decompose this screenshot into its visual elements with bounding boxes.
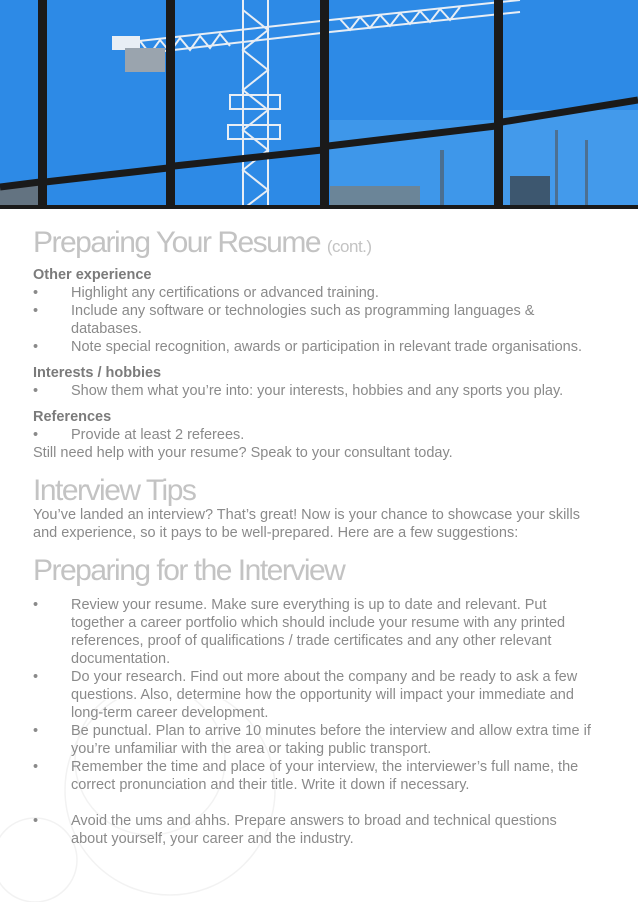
list-item: • Include any software or technologies such as programming languages & databases. [33,303,535,337]
construction-crane-illustration [0,0,638,209]
list-item: • Remember the time and place of your interview, the interviewer’s full name, the correct pronunciation and their title. Write it down if necessary. [33,759,579,793]
list-item: • Show them what you’re into: your interests, hobbies and any sports you play. [33,383,564,399]
list-item: • Be punctual. Plan to arrive 10 minutes before the interview and allow extra time if you’re unfamiliar with the area or taking public transport. [33,723,591,757]
references-list [33,426,608,444]
list-item: • Do your research. Find out more about the company and be ready to ask a few questions. Also, determine how the opportunity will impact your immediate and long-term career development. [33,669,578,721]
intro-text: You’ve landed an interview? That’s great! Now is your chance to showcase your skills and experience, so it pays to be well-prepared. Here are a few suggestions: [33,507,580,541]
help-text: Still need help with your resume? Speak to your consultant today. [33,445,453,461]
list-item: • Review your resume. Make sure everything is up to date and relevant. Put together a career portfolio which should include your resume with any printed references, proof of qualifications / trade certificates and any other relevant documentation. [33,597,566,667]
hero-image [0,0,638,209]
references-heading: References [33,409,112,425]
list-item: • Avoid the ums and ahhs. Prepare answers to broad and technical questions about yourself, your career and the industry. [33,813,557,847]
references-section [33,408,608,444]
title-suffix: (cont.) [326,237,372,256]
list-item: • Note special recognition, awards or participation in relevant trade organisations. [33,339,583,355]
other-experience-list [33,284,608,356]
interests-section [33,364,608,400]
interests-list [33,382,608,400]
other-experience-section [33,266,608,356]
page-content [33,226,608,848]
section-title-resume: Preparing Your Resume (cont.) [33,226,372,259]
interview-tips-list [33,596,608,848]
list-item: • Highlight any certifications or advanced training. [33,285,379,301]
interests-heading: Interests / hobbies [33,365,162,381]
list-item: • Provide at least 2 referees. [33,427,245,443]
other-experience-heading: Other experience [33,267,152,283]
section-title-preparing-interview: Preparing for the Interview [33,554,345,587]
section-title-interview-tips: Interview Tips [33,474,196,507]
